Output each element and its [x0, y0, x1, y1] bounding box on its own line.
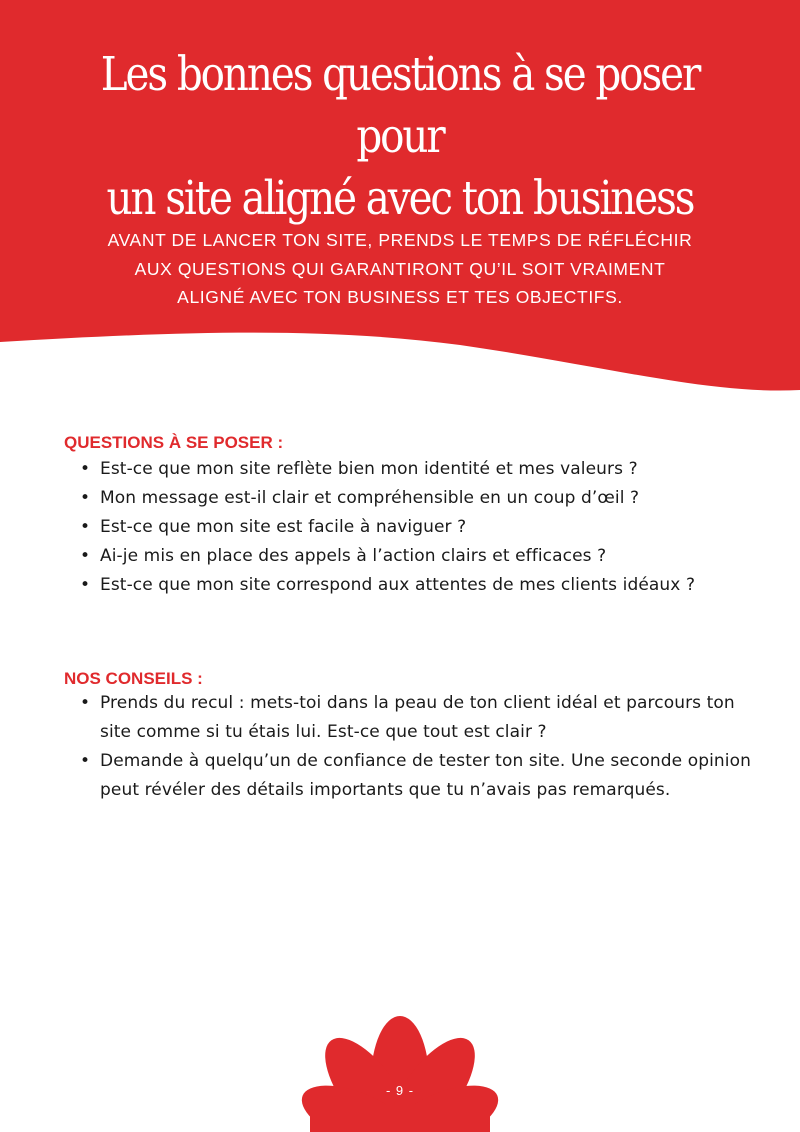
questions-list	[100, 455, 760, 600]
list-item: • Est-ce que mon site correspond aux attentes de mes clients idéaux ?	[100, 571, 760, 600]
page-subtitle	[70, 226, 730, 312]
list-item: • Demande à quelqu’un de confiance de tester ton site. Une seconde opinion peut révéler des détails importants que tu n’avais pas remarqués.	[100, 747, 760, 805]
conseils-heading: NOS CONSEILS :	[64, 669, 203, 688]
list-item: • Ai-je mis en place des appels à l’action clairs et efficaces ?	[100, 542, 760, 571]
title-line-1: Les bonnes questions à se poser pour	[100, 47, 700, 164]
page-number: - 9 -	[385, 1083, 415, 1098]
title-line-2: un site aligné avec ton business	[106, 171, 694, 226]
flower-decoration	[270, 1010, 530, 1132]
questions-heading: QUESTIONS À SE POSER :	[64, 433, 284, 452]
list-item: • Mon message est-il clair et compréhensible en un coup d’œil ?	[100, 484, 760, 513]
list-item: • Est-ce que mon site est facile à naviguer ?	[100, 513, 760, 542]
list-item: • Prends du recul : mets-toi dans la peau de ton client idéal et parcours ton site comme si tu étais lui. Est-ce que tout est clair ?	[100, 689, 760, 747]
subtitle-line-2: AUX QUESTIONS QUI GARANTIRONT QU’IL SOIT VRAIMENT	[134, 258, 666, 279]
conseils-list	[100, 689, 760, 805]
page-title	[73, 44, 727, 230]
list-item: • Est-ce que mon site reflète bien mon identité et mes valeurs ?	[100, 455, 760, 484]
subtitle-line-1: AVANT DE LANCER TON SITE, PRENDS LE TEMPS DE RÉFLÉCHIR	[107, 230, 693, 250]
subtitle-line-3: ALIGNÉ AVEC TON BUSINESS ET TES OBJECTIFS.	[177, 287, 623, 307]
